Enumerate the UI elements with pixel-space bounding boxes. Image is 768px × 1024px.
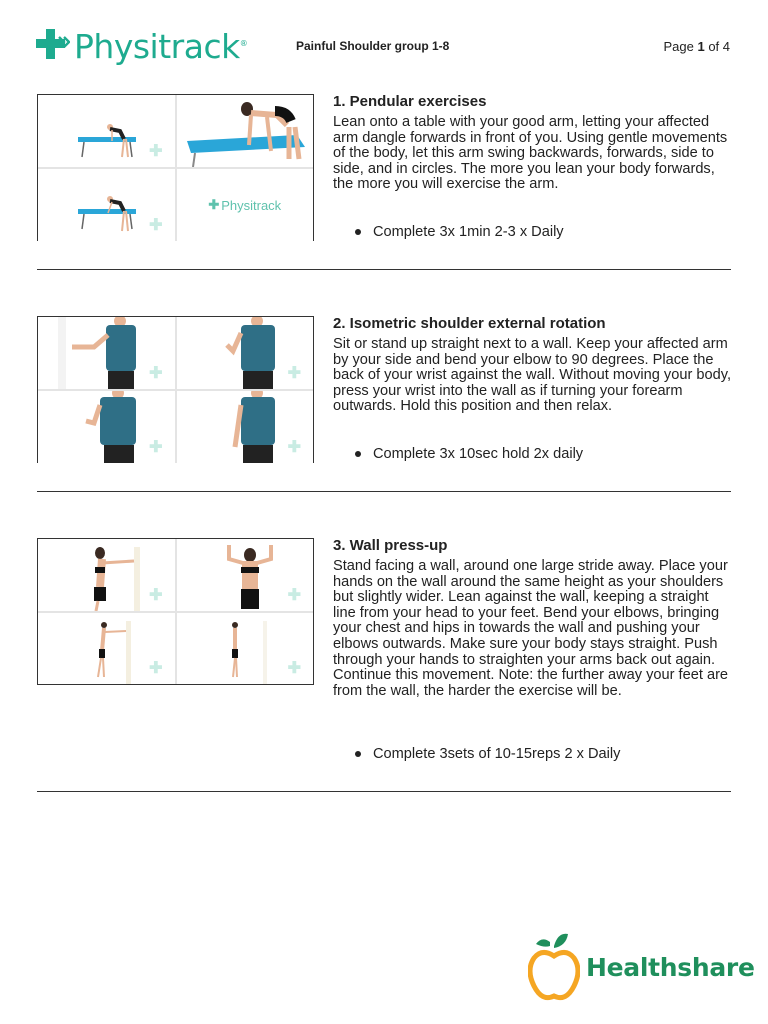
divider — [37, 791, 731, 792]
healthshare-wordmark: Healthshare — [586, 952, 755, 982]
physitrack-cross-icon — [36, 29, 70, 63]
exercise-3-images — [37, 538, 314, 685]
exercise-1-image-1 — [38, 95, 175, 167]
apple-icon — [528, 932, 580, 1002]
document-title: Painful Shoulder group 1-8 — [296, 39, 450, 53]
divider — [37, 269, 731, 270]
page-indicator: Page 1 of 4 — [663, 39, 730, 54]
exercise-3-image-4 — [177, 613, 314, 685]
physitrack-plus-icon: ✚ — [149, 439, 163, 456]
physitrack-plus-icon: ✚ — [287, 586, 301, 604]
physitrack-plus-icon: ✚ — [149, 586, 163, 604]
exercise-3-description: Stand facing a wall, around one large stride away. Place your hands on the wall around the same height as your shoulders but slightly wider. Lean against the wall, keeping a straight line from your head to your feet. Bend your elbows, bringing your chest and hips in towards the wall and pushing your elbows outwards. Make sure your body stays straight. Push through your hands to straighten your arms back out again. Continue this movement. Note: the further away your feet are from the wall, the harder the exercise will be. — [333, 558, 729, 699]
exercise-1-image-3 — [38, 169, 175, 241]
exercise-2-image-2 — [177, 317, 314, 389]
physitrack-plus-icon: ✚ — [287, 365, 301, 382]
physitrack-wordmark: Physitrack® — [74, 26, 248, 66]
exercise-3-image-2 — [177, 539, 314, 611]
physitrack-plus-icon: ✚ — [287, 439, 301, 456]
physitrack-cross-icon: ✚ — [208, 197, 220, 212]
exercise-2-image-4 — [177, 391, 314, 463]
exercise-1-description: Lean onto a table with your good arm, letting your affected arm dangle forwards in front of you. Using gentle movements of the body, let this arm swing backwards, forwards, side to side, and in circles. The more you lean your body forwards, the more you will exercise the arm. — [333, 114, 728, 193]
exercise-2-description: Sit or stand up straight next to a wall. Keep your affected arm by your side and bend your elbow to 90 degrees. Place the back of your wrist against the wall. Without moving your body, press your wrist into the wall as if turning your forearm outwards. Hold this position and then relax. — [333, 336, 731, 415]
bullet-icon — [355, 451, 361, 457]
exercise-2-image-1 — [38, 317, 175, 389]
bullet-icon — [355, 229, 361, 235]
exercise-1-prescription: Complete 3x 1min 2-3 x Daily — [355, 224, 564, 240]
healthshare-logo — [528, 932, 755, 1002]
exercise-3-prescription: Complete 3sets of 10-15reps 2 x Daily — [355, 746, 620, 762]
physitrack-plus-icon: ✚ — [149, 365, 163, 382]
exercise-1-title: 1. Pendular exercises — [333, 93, 487, 110]
exercise-2-prescription: Complete 3x 10sec hold 2x daily — [355, 446, 583, 462]
exercise-3-title: 3. Wall press-up — [333, 537, 448, 554]
physitrack-plus-icon: ✚ — [149, 143, 163, 160]
physitrack-plus-icon: ✚ — [149, 217, 163, 234]
exercise-1-image-4 — [177, 169, 314, 241]
physitrack-plus-icon: ✚ — [287, 660, 301, 677]
exercise-3-image-1 — [38, 539, 175, 611]
bullet-icon — [355, 751, 361, 757]
physitrack-logo — [36, 26, 247, 66]
exercise-3-image-3 — [38, 613, 175, 685]
divider — [37, 491, 731, 492]
exercise-1-images — [37, 94, 314, 241]
physitrack-plus-icon: ✚ — [149, 660, 163, 677]
exercise-2-title: 2. Isometric shoulder external rotation — [333, 315, 606, 332]
physitrack-watermark: ✚ Physitrack — [208, 197, 282, 213]
exercise-1-image-2 — [177, 95, 314, 167]
exercise-2-images — [37, 316, 314, 463]
exercise-2-image-3 — [38, 391, 175, 463]
